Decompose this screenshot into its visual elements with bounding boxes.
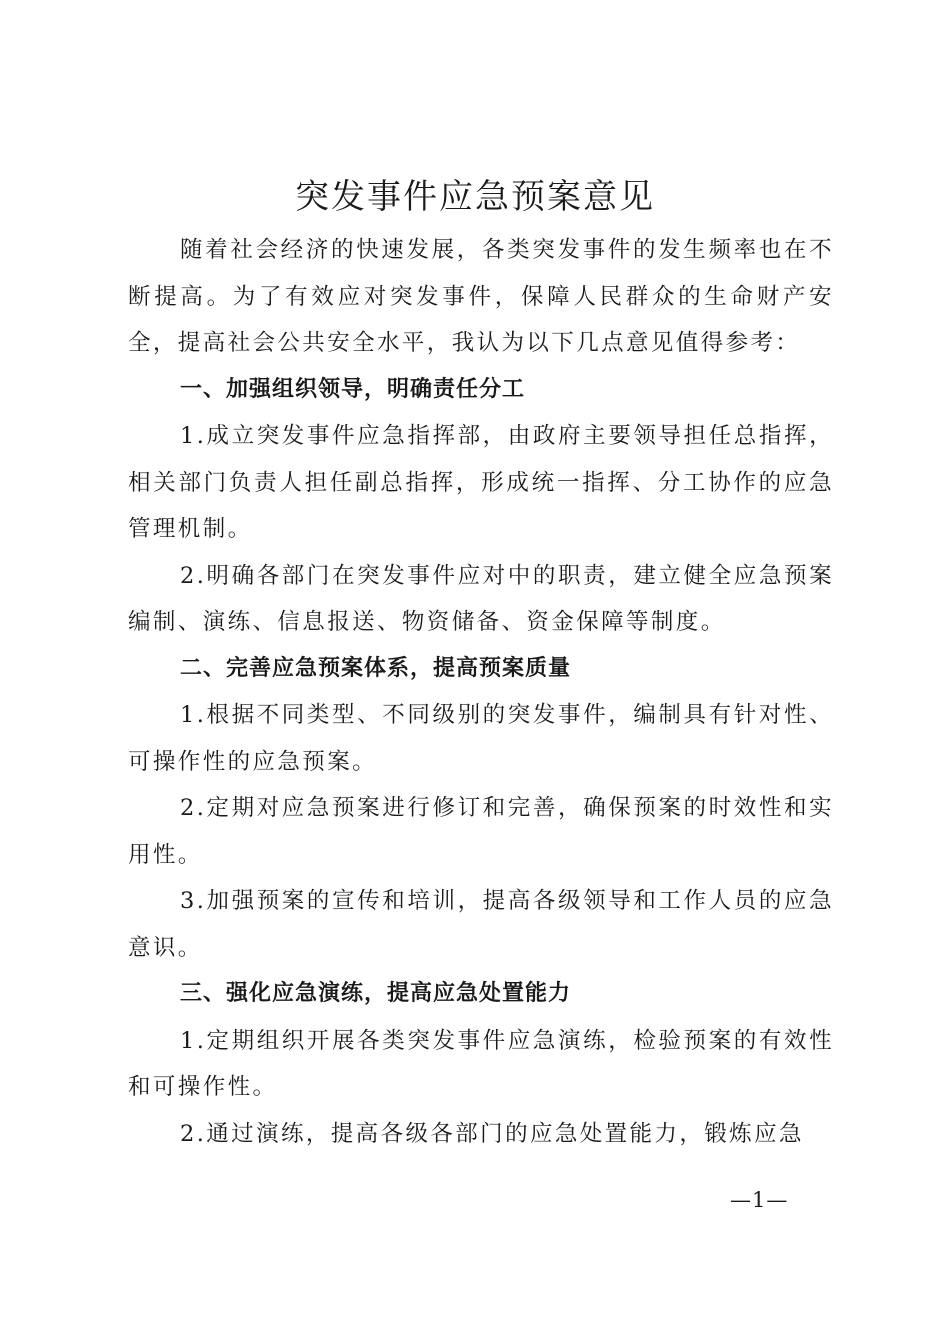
section-2-item-2: 2.定期对应急预案进行修订和完善，确保预案的时效性和实用性。	[128, 795, 834, 868]
page-number: —1—	[730, 1188, 789, 1212]
section-2-item-3: 3.加强预案的宣传和培训，提高各级领导和工作人员的应急意识。	[128, 888, 834, 961]
document-body	[128, 227, 834, 1157]
section-3-heading: 三、强化应急演练，提高应急处置能力	[180, 981, 572, 1006]
document-title: 突发事件应急预案意见	[295, 177, 655, 217]
section-2-item-1: 1.根据不同类型、不同级别的突发事件，编制具有针对性、可操作性的应急预案。	[128, 702, 834, 775]
section-2-heading: 二、完善应急预案体系，提高预案质量	[180, 655, 572, 681]
section-1-item-2: 2.明确各部门在突发事件应对中的职责，建立健全应急预案编制、演练、信息报送、物资储备、资金保障等制度。	[128, 562, 834, 635]
section-1-heading: 一、加强组织领导，明确责任分工	[180, 376, 526, 402]
section-1-item-1: 1.成立突发事件应急指挥部，由政府主要领导担任总指挥，相关部门负责人担任副总指挥，形成统一指挥、分工协作的应急管理机制。	[128, 423, 834, 542]
intro-paragraph: 随着社会经济的快速发展，各类突发事件的发生频率也在不断提高。为了有效应对突发事件，保障人民群众的生命财产安全，提高社会公共安全水平，我认为以下几点意见值得参考：	[128, 237, 834, 356]
section-3-item-1: 1.定期组织开展各类突发事件应急演练，检验预案的有效性和可操作性。	[128, 1027, 834, 1100]
section-3-item-2: 2.通过演练，提高各级各部门的应急处置能力，锻炼应急	[180, 1120, 804, 1147]
